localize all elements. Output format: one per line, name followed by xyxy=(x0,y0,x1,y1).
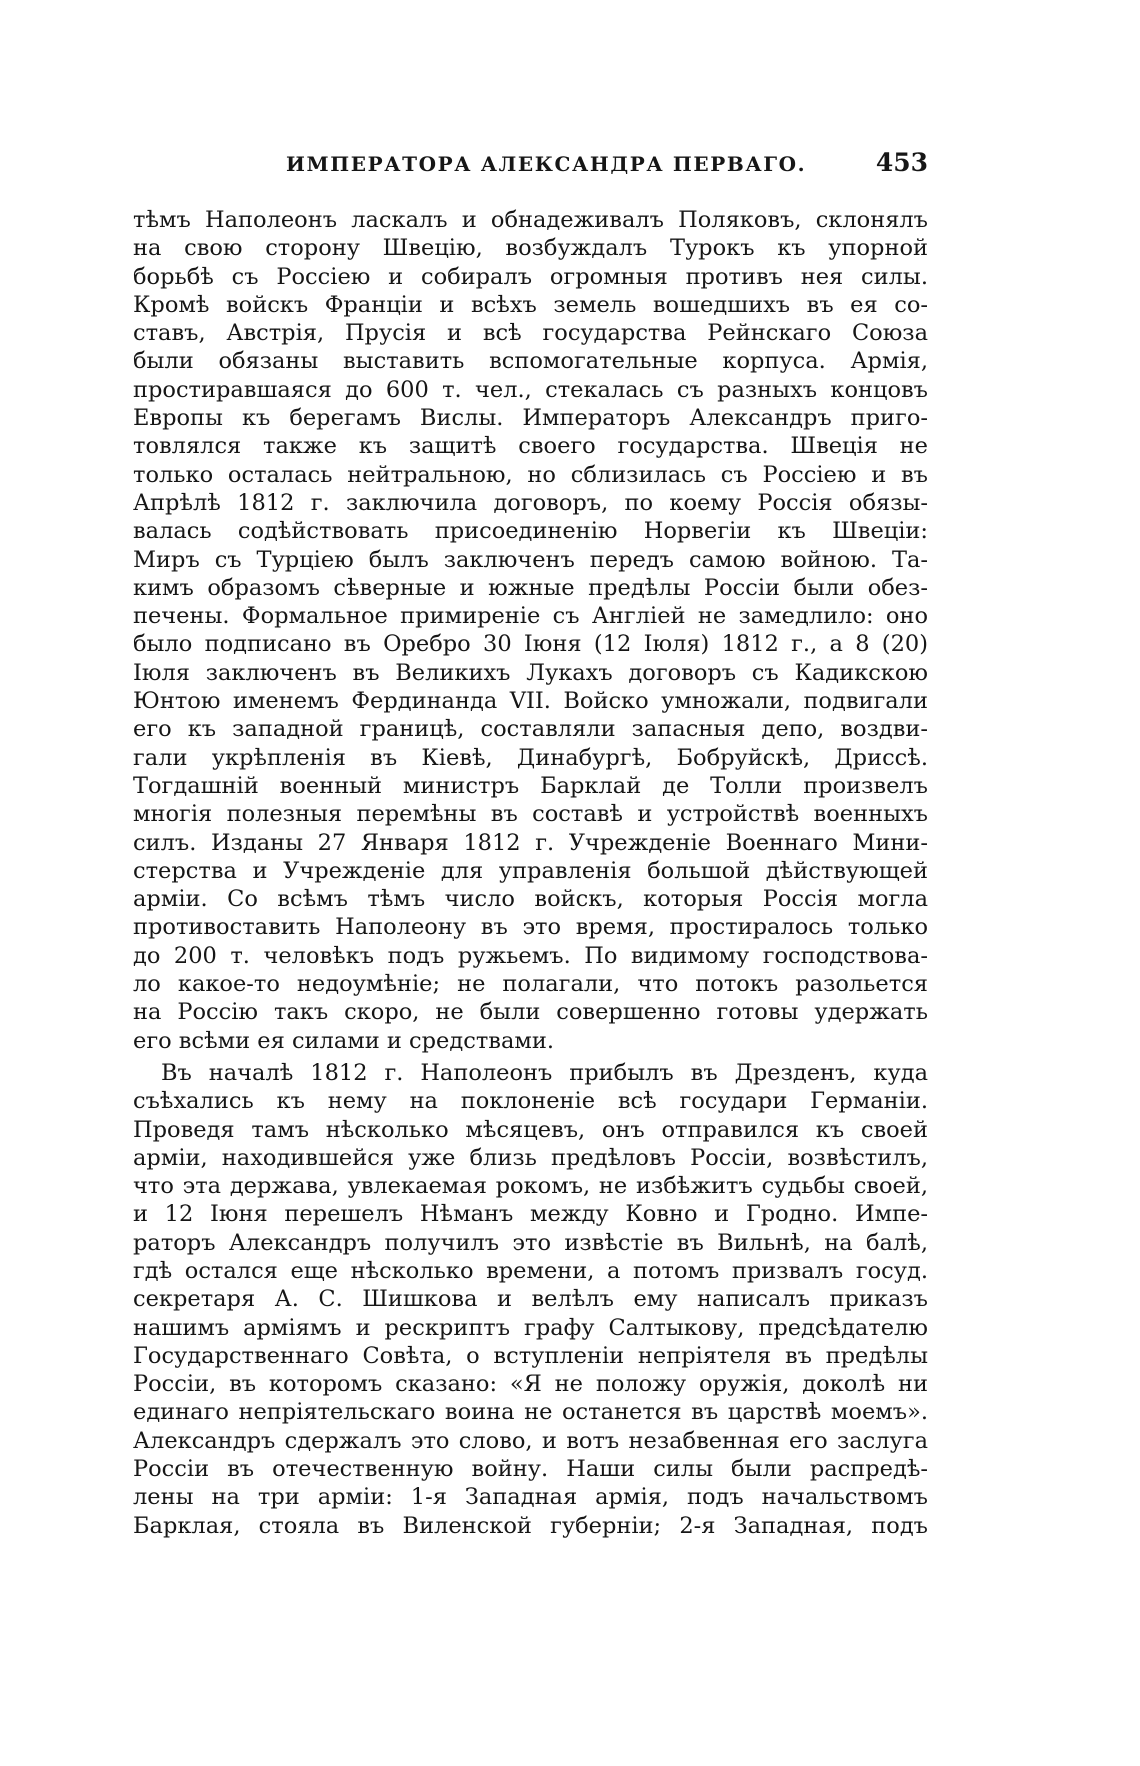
text-line: съѣхались къ нему на поклоненіе всѣ государи Германіи. xyxy=(133,1088,928,1115)
running-title: ИМПЕРАТОРА АЛЕКСАНДРА ПЕРВАГО. xyxy=(286,152,807,176)
text-line: раторъ Александръ получилъ это извѣстіе въ Вильнѣ, на балѣ, xyxy=(133,1229,928,1256)
running-header xyxy=(286,148,928,188)
text-line: валась содѣйствовать присоединенію Норвегіи къ Швеціи: xyxy=(133,518,928,545)
text-line: печены. Формальное примиреніе съ Англіей не замедлило: оно xyxy=(133,603,928,630)
text-line: ло какое-то недоумѣніе; не полагали, что потокъ разольется xyxy=(133,971,928,998)
text-line: Тогдашній военный министръ Барклай де Толли произвелъ xyxy=(133,772,928,799)
text-line: стерства и Учрежденіе для управленія большой дѣйствующей xyxy=(133,857,928,884)
text-line: на Россію такъ скоро, не были совершенно готовы удержать xyxy=(133,999,928,1026)
text-line: было подписано въ Оребро 30 Іюня (12 Іюля) 1812 г., а 8 (20) xyxy=(133,631,928,658)
paragraph-1 xyxy=(133,206,928,1055)
text-line: Государственнаго Совѣта, о вступленіи непріятеля въ предѣлы xyxy=(133,1342,928,1369)
text-line: ставъ, Австрія, Прусія и всѣ государства Рейнскаго Союза xyxy=(133,320,928,347)
text-line: Миръ съ Турціею былъ заключенъ передъ самою войною. Та- xyxy=(133,546,928,573)
text-line: простиравшаяся до 600 т. чел., стекалась съ разныхъ концовъ xyxy=(133,376,928,403)
text-line: и 12 Іюня перешелъ Нѣманъ между Ковно и Гродно. Импе- xyxy=(133,1201,928,1228)
page-number: 453 xyxy=(875,148,928,177)
text-line: кимъ образомъ сѣверные и южные предѣлы Россіи были обез- xyxy=(133,574,928,601)
text-line: нашимъ арміямъ и рескриптъ графу Салтыкову, предсѣдателю xyxy=(133,1314,928,1341)
text-line: до 200 т. человѣкъ подъ ружьемъ. По видимому господствова- xyxy=(133,942,928,969)
text-line: Апрѣлѣ 1812 г. заключила договоръ, по коему Россія обязы- xyxy=(133,489,928,516)
text-line: силъ. Изданы 27 Января 1812 г. Учрежденіе Военнаго Мини- xyxy=(133,829,928,856)
text-line: многія полезныя перемѣны въ составѣ и устройствѣ военныхъ xyxy=(133,801,928,828)
paragraph-2 xyxy=(133,1059,928,1540)
text-line: тѣмъ Наполеонъ ласкалъ и обнадеживалъ Поляковъ, склонялъ xyxy=(133,207,928,233)
text-line: Проведя тамъ нѣсколько мѣсяцевъ, онъ отправился къ своей xyxy=(133,1116,928,1143)
text-line: секретаря А. С. Шишкова и велѣлъ ему написалъ приказъ xyxy=(133,1286,928,1313)
text-line: Александръ сдержалъ это слово, и вотъ незабвенная его заслуга xyxy=(133,1427,928,1454)
text-line: его къ западной границѣ, составляли запасныя депо, воздви- xyxy=(133,716,928,743)
text-line: единаго непріятельскаго воина не останется въ царствѣ моемъ». xyxy=(133,1399,928,1426)
text-line: были обязаны выставить вспомогательные корпуса. Армія, xyxy=(133,348,928,375)
text-line: товлялся также къ защитѣ своего государства. Швеція не xyxy=(133,433,928,460)
text-line: что эта держава, увлекаемая рокомъ, не избѣжитъ судьбы своей, xyxy=(133,1173,928,1200)
text-line: Юнтою именемъ Фердинанда VII. Войско умножали, подвигали xyxy=(133,688,928,715)
text-line: Россіи въ отечественную войну. Наши силы были распредѣ- xyxy=(133,1456,928,1483)
text-line: борьбѣ съ Россіею и собиралъ огромныя противъ нея силы. xyxy=(133,263,928,290)
text-line: только осталась нейтральною, но сблизилась съ Россіею и въ xyxy=(133,461,928,488)
text-line: на свою сторону Швецію, возбуждалъ Турокъ къ упорной xyxy=(133,235,928,262)
text-line: Европы къ берегамъ Вислы. Императоръ Александръ приго- xyxy=(133,405,928,432)
text-block xyxy=(133,206,928,1540)
text-line: гдѣ остался еще нѣсколько времени, а потомъ призвалъ госуд. xyxy=(133,1257,928,1284)
text-line: Россіи, въ которомъ сказано: «Я не положу оружія, доколѣ ни xyxy=(133,1371,928,1398)
text-line: его всѣми ея силами и средствами. xyxy=(133,1027,555,1054)
text-line: Кромѣ войскъ Франціи и всѣхъ земель вошедшихъ въ ея со- xyxy=(133,291,928,318)
text-line: арміи. Со всѣмъ тѣмъ число войскъ, которыя Россія могла xyxy=(133,886,928,913)
text-line: Барклая, стояла въ Виленской губерніи; 2-я Западная, подъ xyxy=(133,1512,928,1539)
text-line: Іюля заключенъ въ Великихъ Лукахъ договоръ съ Кадикскою xyxy=(133,659,928,686)
text-line: лены на три арміи: 1-я Западная армія, подъ начальствомъ xyxy=(133,1484,928,1511)
text-line: гали укрѣпленія въ Кіевѣ, Динабургѣ, Бобруйскѣ, Дриссѣ. xyxy=(133,744,928,771)
text-line: Въ началѣ 1812 г. Наполеонъ прибылъ въ Дрезденъ, куда xyxy=(161,1059,928,1086)
text-line: противоставить Наполеону въ это время, простиралось только xyxy=(133,914,928,941)
text-line: арміи, находившейся уже близь предѣловъ Россіи, возвѣстилъ, xyxy=(133,1144,928,1171)
